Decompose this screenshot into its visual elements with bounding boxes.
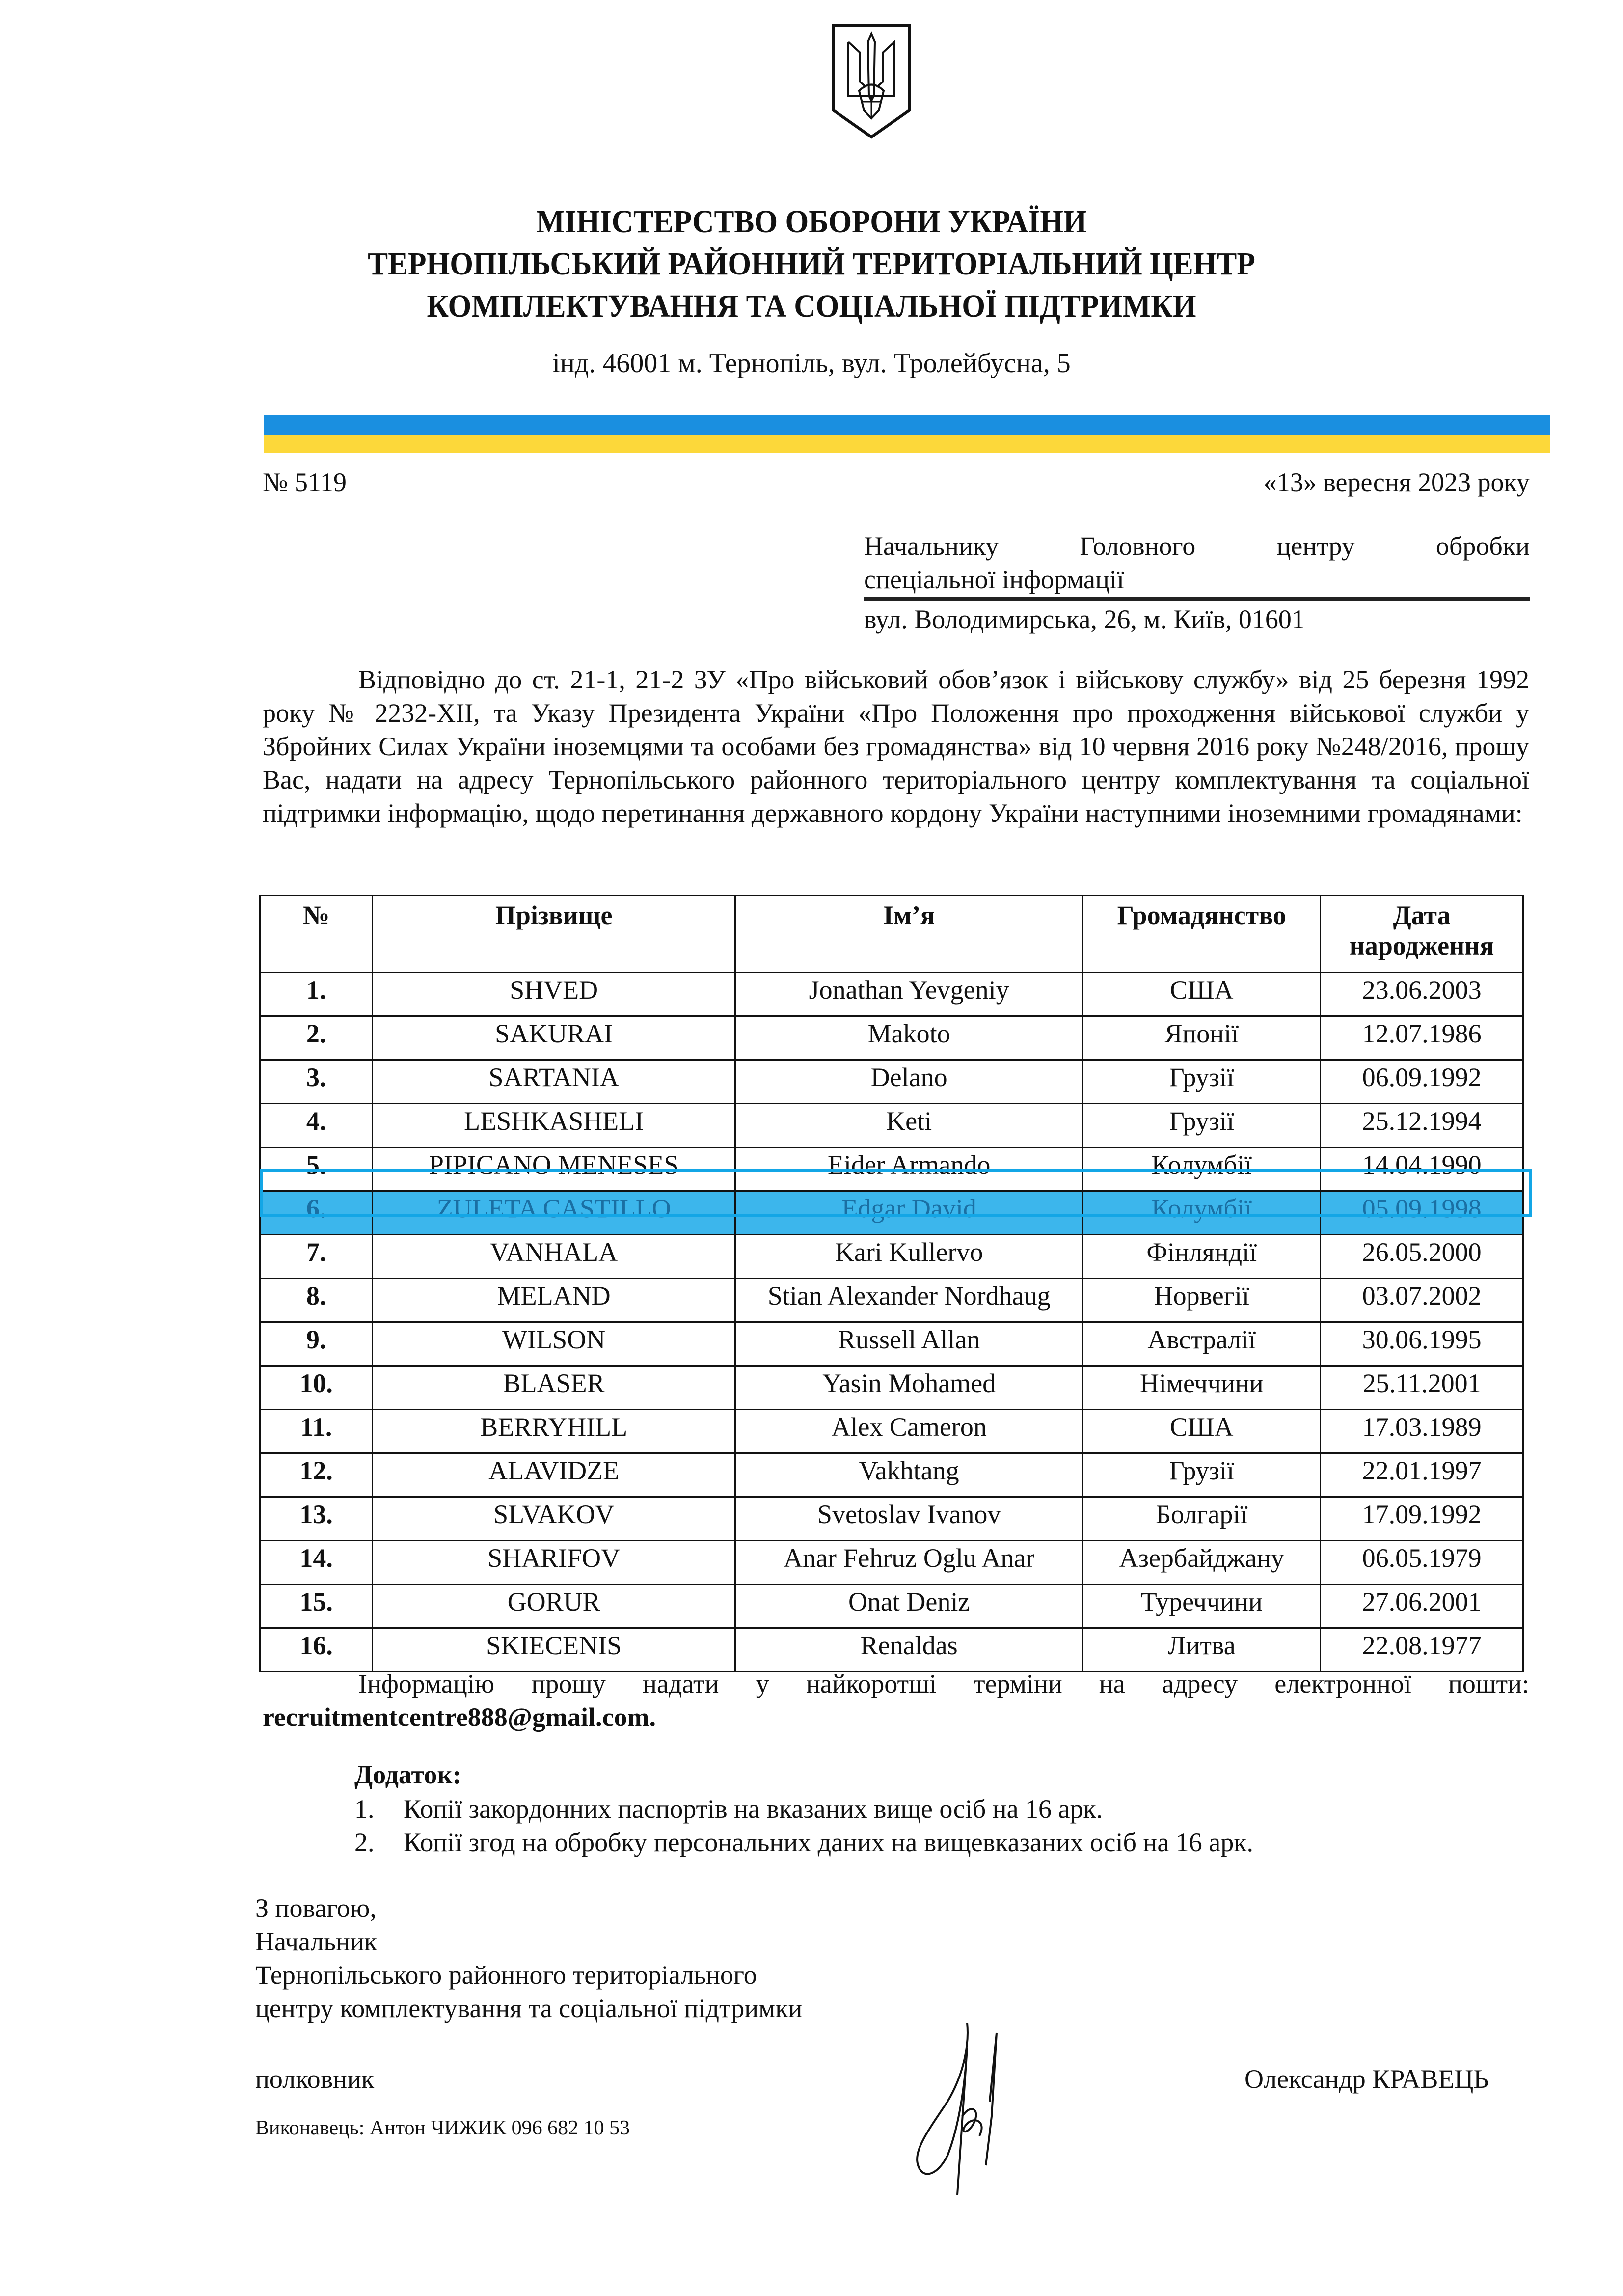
row-number: 15. [260, 1585, 373, 1628]
row-number: 5. [260, 1148, 373, 1191]
header-line-center: ТЕРНОПІЛЬСЬКИЙ РАЙОННИЙ ТЕРИТОРІАЛЬНИЙ ЦЕНТР [368, 246, 1255, 282]
closing-line: З повагою, [255, 1893, 377, 1923]
table-row [260, 1497, 1523, 1541]
row-name: Stian Alexander Nordhaug [735, 1279, 1083, 1322]
row-birthdate: 25.12.1994 [1321, 1104, 1523, 1148]
attachment-number: 2. [354, 1828, 375, 1857]
row-name: Edgar David [735, 1191, 1083, 1235]
row-birthdate: 22.08.1977 [1321, 1628, 1523, 1672]
table-row [260, 1585, 1523, 1628]
row-name: Russell Allan [735, 1322, 1083, 1366]
row-citizenship: США [1083, 1410, 1321, 1453]
row-name: Jonathan Yevgeniy [735, 973, 1083, 1016]
attachment-number: 1. [354, 1794, 375, 1824]
row-name: Svetoslav Ivanov [735, 1497, 1083, 1541]
row-birthdate: 12.07.1986 [1321, 1016, 1523, 1060]
row-number: 16. [260, 1628, 373, 1672]
row-number: 12. [260, 1453, 373, 1497]
table-header-row [260, 896, 1523, 973]
table-row [260, 1016, 1523, 1060]
table-row [260, 1410, 1523, 1453]
row-citizenship: Грузії [1083, 1060, 1321, 1104]
closing-line: Тернопільського районного територіального [255, 1960, 757, 1990]
row-surname: MELAND [373, 1279, 735, 1322]
request-paragraph [263, 1667, 1529, 1734]
row-citizenship: Фінляндії [1083, 1235, 1321, 1279]
row-citizenship: Японії [1083, 1016, 1321, 1060]
row-birthdate: 14.04.1990 [1321, 1148, 1523, 1191]
row-birthdate: 17.03.1989 [1321, 1410, 1523, 1453]
row-number: 4. [260, 1104, 373, 1148]
row-surname: SAKURAI [373, 1016, 735, 1060]
table-row [260, 973, 1523, 1016]
table-row [260, 1541, 1523, 1585]
row-name: Alex Cameron [735, 1410, 1083, 1453]
signer-rank: полковник [255, 2064, 375, 2094]
row-birthdate: 06.09.1992 [1321, 1060, 1523, 1104]
row-citizenship: Норвегії [1083, 1279, 1321, 1322]
signer-name: Олександр КРАВЕЦЬ [1244, 2064, 1489, 2094]
column-header-birthdate: Дата народження [1321, 896, 1523, 973]
row-name: Renaldas [735, 1628, 1083, 1672]
attachment-item [354, 1792, 1253, 1826]
body-paragraph: Відповідно до ст. 21-1, 21-2 ЗУ «Про військовий обов’язок і військову службу» від 25 березня 1992 року № 2232-XII, та Указу Президента України «Про Положення про проходження військової служби у Збройних Силах України іноземцями та особами без громадянства» від 10 червня 2016 року №248/2016, прошу Вас, надати на адресу Тернопільського районного територіального центру комплектування та соціальної підтримки інформацію, щодо перетинання державного кордону України наступними іноземними громадянами: [263, 665, 1529, 828]
header-line-ministry: МІНІСТЕРСТВО ОБОРОНИ УКРАЇНИ [536, 204, 1087, 240]
header-line-department: КОМПЛЕКТУВАННЯ ТА СОЦІАЛЬНОЇ ПІДТРИМКИ [427, 288, 1196, 324]
table-body [260, 973, 1523, 1672]
row-surname: LESHKASHELI [373, 1104, 735, 1148]
row-surname: BLASER [373, 1366, 735, 1410]
closing-block [255, 1891, 802, 2025]
row-number: 2. [260, 1016, 373, 1060]
column-header-surname: Прізвище [373, 896, 735, 973]
table-row [260, 1191, 1523, 1235]
attachment-text: Копії закордонних паспортів на вказаних вище осіб на 16 арк. [404, 1794, 1103, 1824]
table-row [260, 1235, 1523, 1279]
row-number: 10. [260, 1366, 373, 1410]
row-name: Keti [735, 1104, 1083, 1148]
registration-number: № 5119 [263, 467, 347, 497]
email-address[interactable]: recruitmentcentre888@gmail.com. [263, 1702, 656, 1732]
closing-line: центру комплектування та соціальної підтримки [255, 1994, 803, 2023]
recipient-line-1 [864, 529, 1530, 563]
row-citizenship: Туреччини [1083, 1585, 1321, 1628]
row-name: Kari Kullervo [735, 1235, 1083, 1279]
row-surname: VANHALA [373, 1235, 735, 1279]
row-birthdate: 22.01.1997 [1321, 1453, 1523, 1497]
recipient-divider [864, 597, 1530, 601]
recipient-line-2: спеціальної інформації [864, 565, 1124, 594]
flag-blue-stripe [264, 415, 1550, 435]
recipient-word: Начальнику [864, 531, 999, 561]
column-header-name: Ім’я [735, 896, 1083, 973]
row-citizenship: Грузії [1083, 1453, 1321, 1497]
attachment-text: Копії згод на обробку персональних даних на вищевказаних осіб на 16 арк. [404, 1828, 1254, 1857]
executor-contact: Виконавець: Антон ЧИЖИК 096 682 10 53 [255, 2117, 630, 2139]
row-birthdate: 03.07.2002 [1321, 1279, 1523, 1322]
row-citizenship: Німеччини [1083, 1366, 1321, 1410]
row-citizenship: Литва [1083, 1628, 1321, 1672]
row-birthdate: 17.09.1992 [1321, 1497, 1523, 1541]
table-row [260, 1628, 1523, 1672]
table-row [260, 1279, 1523, 1322]
row-birthdate: 27.06.2001 [1321, 1585, 1523, 1628]
row-surname: SKIECENIS [373, 1628, 735, 1672]
row-name: Anar Fehruz Oglu Anar [735, 1541, 1083, 1585]
recipient-address: вул. Володимирська, 26, м. Київ, 01601 [864, 604, 1305, 634]
row-name: Vakhtang [735, 1453, 1083, 1497]
row-birthdate: 05.09.1998 [1321, 1191, 1523, 1235]
ukraine-flag-stripe [264, 415, 1550, 455]
table-row [260, 1104, 1523, 1148]
row-name: Yasin Mohamed [735, 1366, 1083, 1410]
attachments-list [354, 1792, 1253, 1859]
row-number: 8. [260, 1279, 373, 1322]
column-header-citizenship: Громадянство [1083, 896, 1321, 973]
recipient-word: Головного [1080, 531, 1196, 561]
row-number: 9. [260, 1322, 373, 1366]
row-surname: SARTANIA [373, 1060, 735, 1104]
row-citizenship: Азербайджану [1083, 1541, 1321, 1585]
row-citizenship: Болгарії [1083, 1497, 1321, 1541]
table-row [260, 1060, 1523, 1104]
row-surname: PIPICANO MENESES [373, 1148, 735, 1191]
row-birthdate: 06.05.1979 [1321, 1541, 1523, 1585]
row-number: 7. [260, 1235, 373, 1279]
attachments-title: Додаток: [354, 1760, 461, 1789]
row-surname: BERRYHILL [373, 1410, 735, 1453]
row-birthdate: 25.11.2001 [1321, 1366, 1523, 1410]
request-text: Інформацію прошу надати у найкоротші терміни на адресу електронної пошти: [358, 1669, 1529, 1698]
foreigners-table [259, 895, 1524, 1672]
table-row [260, 1322, 1523, 1366]
row-surname: ALAVIDZE [373, 1453, 735, 1497]
row-surname: GORUR [373, 1585, 735, 1628]
row-number: 14. [260, 1541, 373, 1585]
table-row [260, 1453, 1523, 1497]
row-number: 1. [260, 973, 373, 1016]
ukraine-coat-of-arms-icon [830, 22, 913, 140]
row-citizenship: Колумбії [1083, 1148, 1321, 1191]
table-row [260, 1148, 1523, 1191]
handwritten-signature-icon [874, 2018, 1060, 2195]
row-citizenship: Австралії [1083, 1322, 1321, 1366]
closing-line: Начальник [255, 1927, 378, 1956]
row-citizenship: Колумбії [1083, 1191, 1321, 1235]
recipient-word: центру [1276, 531, 1355, 561]
row-name: Onat Deniz [735, 1585, 1083, 1628]
column-header-number: № [260, 896, 373, 973]
row-surname: SLVAKOV [373, 1497, 735, 1541]
recipient-word: обробки [1435, 531, 1530, 561]
row-birthdate: 23.06.2003 [1321, 973, 1523, 1016]
row-name: Eider Armando [735, 1148, 1083, 1191]
attachment-item [354, 1826, 1253, 1859]
row-name: Delano [735, 1060, 1083, 1104]
row-surname: SHARIFOV [373, 1541, 735, 1585]
recipient-block [864, 529, 1530, 636]
document-date: «13» вересня 2023 року [1263, 467, 1530, 497]
row-citizenship: Грузії [1083, 1104, 1321, 1148]
sender-address: інд. 46001 м. Тернопіль, вул. Тролейбусна, 5 [552, 348, 1071, 379]
row-surname: ZULETA CASTILLO [373, 1191, 735, 1235]
row-name: Makoto [735, 1016, 1083, 1060]
flag-yellow-stripe [264, 435, 1550, 453]
row-number: 13. [260, 1497, 373, 1541]
row-number: 3. [260, 1060, 373, 1104]
row-surname: SHVED [373, 973, 735, 1016]
row-citizenship: США [1083, 973, 1321, 1016]
row-surname: WILSON [373, 1322, 735, 1366]
table-row [260, 1366, 1523, 1410]
row-number: 11. [260, 1410, 373, 1453]
row-birthdate: 30.06.1995 [1321, 1322, 1523, 1366]
row-birthdate: 26.05.2000 [1321, 1235, 1523, 1279]
row-number: 6. [260, 1191, 373, 1235]
